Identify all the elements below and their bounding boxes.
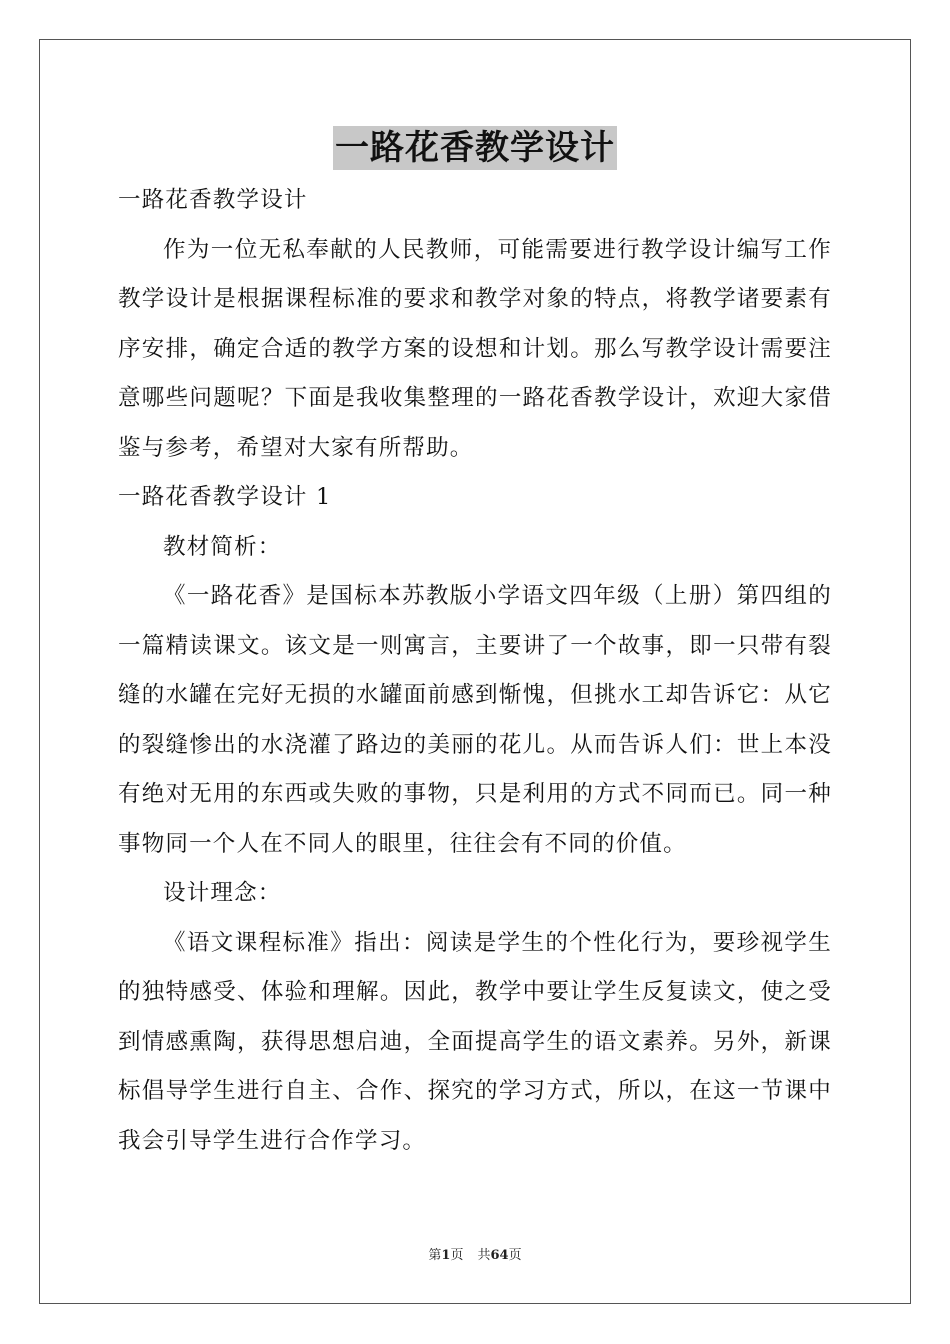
page-footer xyxy=(0,1246,950,1266)
paragraph: 一路花香教学设计 xyxy=(118,187,308,213)
paragraph: 《一路花香》是国标本苏教版小学语文四年级（上册）第四组的一篇精读课文。该文是一则寓言，主要讲了一个故事，即一只带有裂缝的水罐在完好无损的水罐面前感到惭愧，但挑水工却告诉它：从它的裂缝惨出的水浇灌了路边的美丽的花儿。从而告诉人们：世上本没有绝对无用的东西或失败的事物，只是利用的方式不同而已。同一种事物同一个人在不同人的眼里，往往会有不同的价值。 xyxy=(118,583,832,857)
page-prefix: 第 xyxy=(428,1248,442,1263)
document-body xyxy=(118,176,832,1166)
paragraph: 作为一位无私奉献的人民教师，可能需要进行教学设计编写工作教学设计是根据课程标准的要求和教学对象的特点，将教学诸要素有序安排，确定合适的教学方案的设想和计划。那么写教学设计需要注意哪些问题呢？下面是我收集整理的一路花香教学设计，欢迎大家借鉴与参考，希望对大家有所帮助。 xyxy=(118,236,832,461)
subheading: 教材简析： xyxy=(163,533,282,560)
title-container xyxy=(0,126,950,170)
page-suffix: 页 xyxy=(450,1248,464,1263)
current-page-number: 1 xyxy=(441,1248,451,1263)
total-prefix: 共 xyxy=(477,1248,491,1263)
total-suffix: 页 xyxy=(508,1248,522,1263)
total-pages: 64 xyxy=(490,1248,509,1263)
section-heading: 一路花香教学设计 1 xyxy=(118,484,332,510)
subheading: 设计理念： xyxy=(163,880,282,906)
document-title: 一路花香教学设计 xyxy=(335,128,615,168)
paragraph: 《语文课程标准》指出：阅读是学生的个性化行为，要珍视学生的独特感受、体验和理解。因此，教学中要让学生反复读文，使之受到情感熏陶，获得思想启迪，全面提高学生的语文素养。另外，新课标倡导学生进行自主、合作、探究的学习方式，所以，在这一节课中我会引导学生进行合作学习。 xyxy=(118,929,832,1154)
